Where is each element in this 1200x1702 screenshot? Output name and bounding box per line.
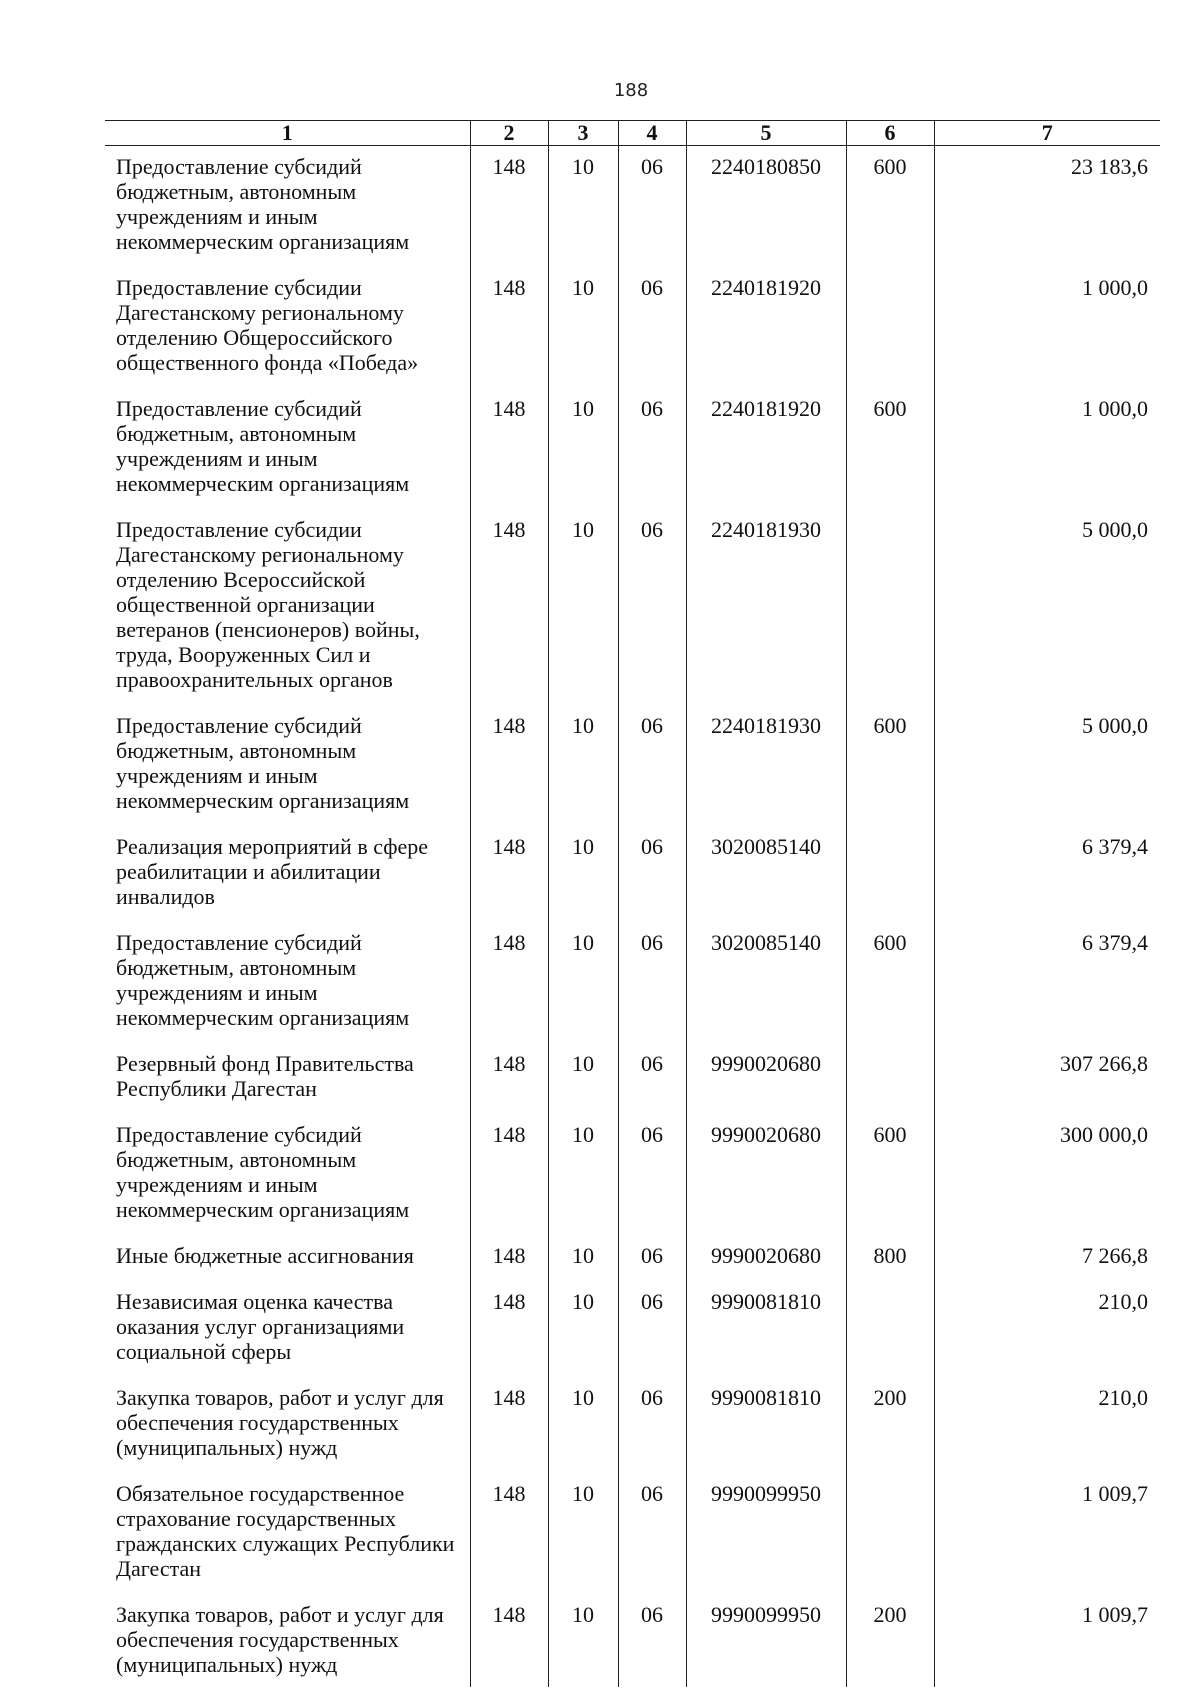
row-section-code: 10	[548, 388, 618, 509]
row-subsection-code: 06	[618, 1043, 686, 1114]
row-description: Предоставление субсидий бюджетным, автономным учреждениям и иным некоммерческим организациям	[116, 930, 410, 1030]
header-row	[105, 121, 1160, 146]
row-target-article: 9990020680	[686, 1235, 846, 1281]
row-amount: 6 379,4	[934, 922, 1160, 1043]
row-expense-type	[846, 826, 934, 922]
row-description: Реализация мероприятий в сфере реабилитации и абилитации инвалидов	[116, 834, 429, 909]
row-target-article: 3020085140	[686, 922, 846, 1043]
row-subsection-code: 06	[618, 922, 686, 1043]
row-ministry-code: 148	[470, 388, 548, 509]
row-description: Закупка товаров, работ и услуг для обеспечения государственных (муниципальных) нужд	[116, 1385, 444, 1460]
header-col-5: 5	[686, 121, 846, 146]
row-amount: 210,0	[934, 1281, 1160, 1377]
row-ministry-code: 148	[470, 1043, 548, 1114]
row-expense-type: 200	[846, 1377, 934, 1473]
row-description: Предоставление субсидии Дагестанскому региональному отделению Общероссийского общественного фонда «Победа»	[116, 275, 419, 375]
row-subsection-code: 06	[618, 1281, 686, 1377]
row-amount: 23 183,6	[934, 146, 1160, 268]
row-amount: 7 266,8	[934, 1235, 1160, 1281]
row-ministry-code: 148	[470, 267, 548, 388]
page-number: 188	[613, 80, 649, 101]
row-amount: 300 000,0	[934, 1114, 1160, 1235]
table-row	[105, 1043, 1160, 1114]
budget-table-container	[105, 120, 1160, 1687]
row-description: Предоставление субсидий бюджетным, автономным учреждениям и иным некоммерческим организациям	[116, 713, 410, 813]
table-row	[105, 705, 1160, 826]
row-description: Независимая оценка качества оказания услуг организациями социальной сферы	[116, 1289, 405, 1364]
row-subsection-code: 06	[618, 826, 686, 922]
row-section-code: 10	[548, 146, 618, 268]
row-expense-type: 600	[846, 1114, 934, 1235]
table-row	[105, 1281, 1160, 1377]
row-section-code: 10	[548, 826, 618, 922]
row-target-article: 9990081810	[686, 1281, 846, 1377]
row-amount: 210,0	[934, 1377, 1160, 1473]
row-expense-type: 200	[846, 1594, 934, 1687]
table-row	[105, 1235, 1160, 1281]
row-description: Предоставление субсидий бюджетным, автономным учреждениям и иным некоммерческим организациям	[116, 396, 410, 496]
header-col-4: 4	[618, 121, 686, 146]
row-ministry-code: 148	[470, 705, 548, 826]
header-col-1: 1	[105, 121, 470, 146]
row-ministry-code: 148	[470, 826, 548, 922]
row-amount: 6 379,4	[934, 826, 1160, 922]
row-target-article: 3020085140	[686, 826, 846, 922]
row-expense-type: 600	[846, 146, 934, 268]
row-amount: 5 000,0	[934, 705, 1160, 826]
row-target-article: 9990020680	[686, 1114, 846, 1235]
row-amount: 1 000,0	[934, 267, 1160, 388]
row-expense-type: 600	[846, 922, 934, 1043]
row-ministry-code: 148	[470, 1114, 548, 1235]
header-col-7: 7	[934, 121, 1160, 146]
row-section-code: 10	[548, 1235, 618, 1281]
row-section-code: 10	[548, 267, 618, 388]
row-subsection-code: 06	[618, 1114, 686, 1235]
row-description: Обязательное государственное страхование государственных гражданских служащих Республики Дагестан	[116, 1481, 455, 1581]
table-body	[105, 146, 1160, 1688]
row-subsection-code: 06	[618, 1235, 686, 1281]
header-col-6: 6	[846, 121, 934, 146]
row-subsection-code: 06	[618, 146, 686, 268]
row-expense-type: 600	[846, 705, 934, 826]
row-section-code: 10	[548, 1473, 618, 1594]
table-row	[105, 1114, 1160, 1235]
row-expense-type	[846, 267, 934, 388]
row-subsection-code: 06	[618, 509, 686, 705]
row-target-article: 2240181930	[686, 509, 846, 705]
row-section-code: 10	[548, 705, 618, 826]
row-target-article: 9990081810	[686, 1377, 846, 1473]
row-expense-type	[846, 1281, 934, 1377]
row-description: Иные бюджетные ассигнования	[116, 1243, 414, 1268]
row-amount: 5 000,0	[934, 509, 1160, 705]
table-row	[105, 922, 1160, 1043]
budget-table	[105, 120, 1160, 1687]
row-description: Предоставление субсидий бюджетным, автономным учреждениям и иным некоммерческим организациям	[116, 1122, 410, 1222]
row-target-article: 2240181920	[686, 388, 846, 509]
row-section-code: 10	[548, 922, 618, 1043]
row-section-code: 10	[548, 1377, 618, 1473]
row-section-code: 10	[548, 1281, 618, 1377]
row-amount: 1 009,7	[934, 1594, 1160, 1687]
row-description: Предоставление субсидии Дагестанскому региональному отделению Всероссийской общественной организации ветеранов (пенсионеров) войны, труда, Вооруженных Сил и правоохранительных органов	[116, 517, 420, 692]
row-target-article: 2240181930	[686, 705, 846, 826]
row-expense-type: 600	[846, 388, 934, 509]
row-ministry-code: 148	[470, 1235, 548, 1281]
row-target-article: 2240180850	[686, 146, 846, 268]
table-row	[105, 1473, 1160, 1594]
row-ministry-code: 148	[470, 1377, 548, 1473]
header-col-2: 2	[470, 121, 548, 146]
row-target-article: 9990099950	[686, 1473, 846, 1594]
table-row	[105, 826, 1160, 922]
row-ministry-code: 148	[470, 1473, 548, 1594]
table-row	[105, 509, 1160, 705]
row-subsection-code: 06	[618, 1473, 686, 1594]
row-amount: 1 009,7	[934, 1473, 1160, 1594]
row-expense-type	[846, 509, 934, 705]
row-ministry-code: 148	[470, 509, 548, 705]
row-target-article: 9990020680	[686, 1043, 846, 1114]
row-target-article: 2240181920	[686, 267, 846, 388]
row-subsection-code: 06	[618, 705, 686, 826]
table-row	[105, 146, 1160, 268]
row-amount: 307 266,8	[934, 1043, 1160, 1114]
row-section-code: 10	[548, 1594, 618, 1687]
table-row	[105, 1377, 1160, 1473]
row-subsection-code: 06	[618, 267, 686, 388]
row-subsection-code: 06	[618, 388, 686, 509]
header-col-3: 3	[548, 121, 618, 146]
row-description: Закупка товаров, работ и услуг для обеспечения государственных (муниципальных) нужд	[116, 1602, 444, 1677]
row-subsection-code: 06	[618, 1594, 686, 1687]
row-subsection-code: 06	[618, 1377, 686, 1473]
row-section-code: 10	[548, 1043, 618, 1114]
row-expense-type	[846, 1473, 934, 1594]
row-description: Резервный фонд Правительства Республики Дагестан	[116, 1051, 414, 1101]
row-target-article: 9990099950	[686, 1594, 846, 1687]
row-ministry-code: 148	[470, 922, 548, 1043]
row-ministry-code: 148	[470, 146, 548, 268]
row-expense-type: 800	[846, 1235, 934, 1281]
row-amount: 1 000,0	[934, 388, 1160, 509]
row-description: Предоставление субсидий бюджетным, автономным учреждениям и иным некоммерческим организациям	[116, 154, 410, 254]
row-ministry-code: 148	[470, 1281, 548, 1377]
row-section-code: 10	[548, 1114, 618, 1235]
row-expense-type	[846, 1043, 934, 1114]
row-ministry-code: 148	[470, 1594, 548, 1687]
table-row	[105, 1594, 1160, 1687]
table-row	[105, 267, 1160, 388]
table-row	[105, 388, 1160, 509]
row-section-code: 10	[548, 509, 618, 705]
